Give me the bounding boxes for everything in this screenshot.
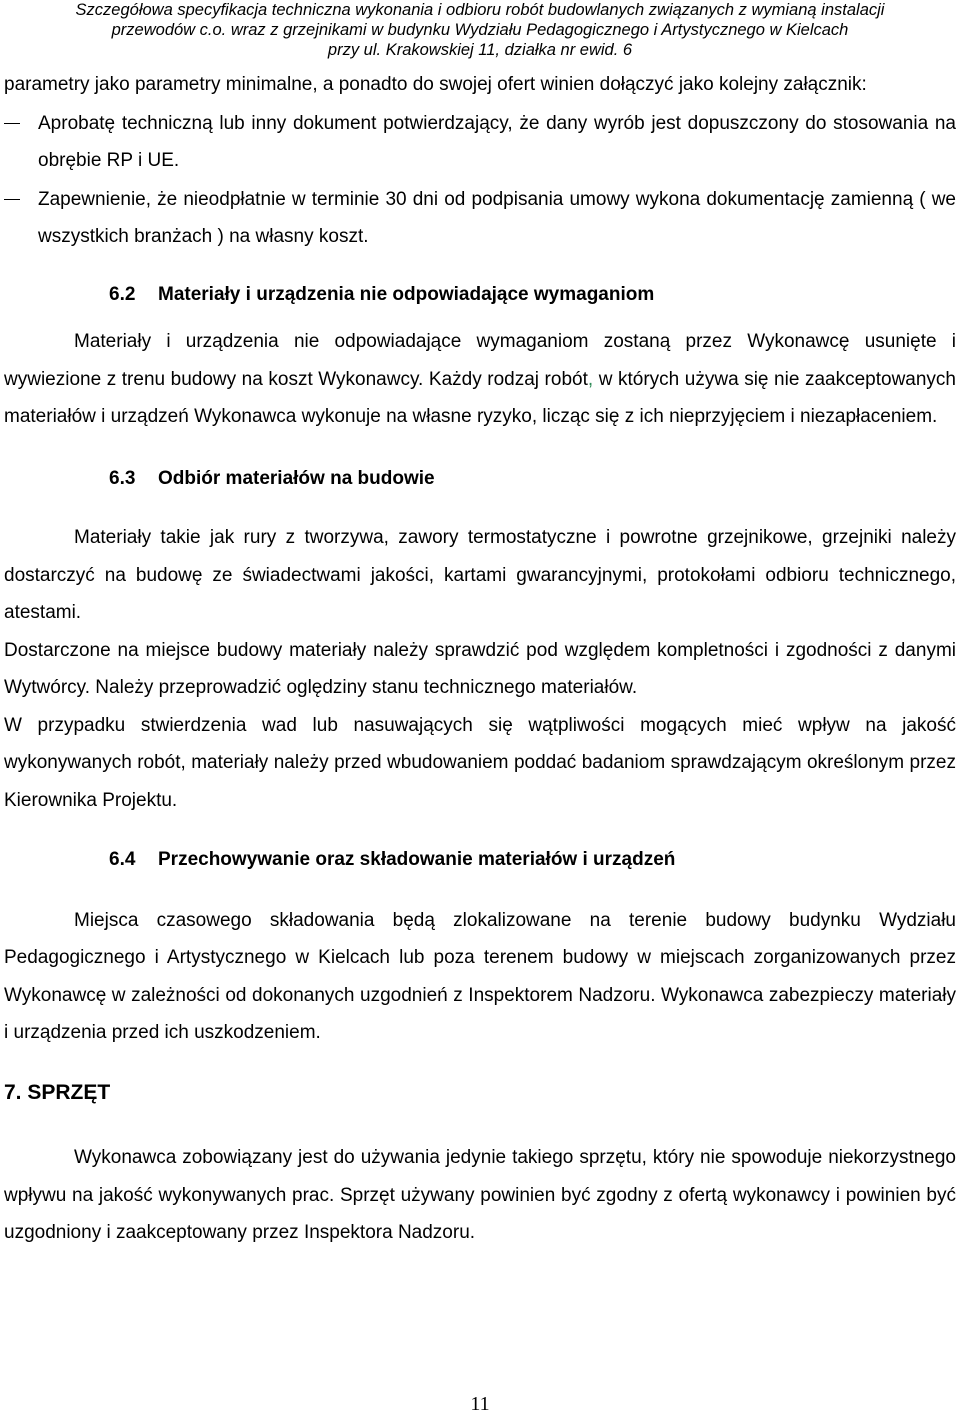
section-heading-6-3 [4, 460, 956, 498]
paragraph-text: Materiały i urządzenia nie odpowiadające wymaganiom zostaną przez Wykonawcę usunięte i wywiezione z trenu budowy na koszt Wykonawcy. Każdy rodzaj robót [4, 331, 956, 390]
paragraph: Wykonawca zobowiązany jest do używania jedynie takiego sprzętu, który nie spowoduje niekorzystnego wpływu na jakość wykonywanych prac. Sprzęt używany powinien być zgodny z ofertą wykonawcy i powinien być uzgodniony i zaakceptowany przez Inspektora Nadzoru. [4, 1147, 956, 1243]
paragraph: Miejsca czasowego składowania będą zlokalizowane na terenie budowy budynku Wydziału Pedagogicznego i Artystycznego w Kielcach lub poza terenem budowy w miejscach zorganizowanych przez Wykonawcę w zależności od dokonanych uzgodnień z Inspektorem Nadzoru. Wykonawca zabezpieczy materiały i urządzenia przed ich uszkodzeniem. [4, 909, 956, 1043]
section-number: 6.3 [109, 467, 136, 489]
paragraph: Materiały takie jak rury z tworzywa, zawory termostatyczne i powrotne grzejnikowe, grzejniki należy dostarczyć na budowę ze świadectwami jakości, kartami gwarancyjnymi, protokołami odbioru technicznego, atestami. [4, 527, 956, 623]
dash-bullet-icon [4, 123, 20, 124]
section-number: 6.4 [109, 849, 136, 870]
highlighted-comma: , [587, 368, 594, 390]
header-line-2: przewodów c.o. wraz z grzejnikami w budynku Wydziału Pedagogicznego i Artystycznego w Kielcach [111, 21, 849, 39]
chapter-heading-7: 7. SPRZĘT [4, 1080, 111, 1104]
header-line-3: przy ul. Krakowskiej 11, działka nr ewid. 6 [327, 41, 633, 59]
section-title: Przechowywanie oraz składowanie materiałów i urządzeń [158, 849, 676, 870]
document-body [4, 66, 956, 1252]
page-header [0, 0, 960, 60]
page-number: 11 [470, 1393, 490, 1415]
section-title: Materiały i urządzenia nie odpowiadające wymaganiom [158, 283, 655, 305]
paragraph [4, 323, 956, 436]
intro-paragraph: parametry jako parametry minimalne, a ponadto do swojej ofert winien dołączyć jako kolejny załącznik: [4, 74, 867, 95]
paragraph: Dostarczone na miejsce budowy materiały należy sprawdzić pod względem kompletności i zgodności z danymi Wytwórcy. Należy przeprowadzić oględziny stanu technicznego materiałów. [4, 639, 956, 698]
bullet-item [4, 105, 956, 180]
dash-bullet-icon [4, 199, 20, 200]
paragraph: W przypadku stwierdzenia wad lub nasuwających się wątpliwości mogących mieć wpływ na jakość wykonywanych robót, materiały należy przed wbudowaniem poddać badaniom sprawdzającym określonym przez Kierownika Projektu. [4, 714, 956, 811]
bullet-text: Aprobatę techniczną lub inny dokument potwierdzający, że dany wyrób jest dopuszczony do stosowania na obrębie RP i UE. [38, 112, 956, 171]
section-number: 6.2 [109, 283, 136, 305]
bullet-text: Zapewnienie, że nieodpłatnie w terminie 30 dni od podpisania umowy wykona dokumentację zamienną ( we wszystkich branżach ) na własny koszt. [38, 188, 956, 247]
section-title: Odbiór materiałów na budowie [158, 467, 435, 489]
section-heading-6-2 [4, 276, 956, 314]
bullet-item [4, 181, 956, 256]
paragraph-text: w których używa się nie zaakceptowanych materiałów i urządzeń Wykonawca wykonuje na własne ryzyko, licząc się z ich nieprzyjęciem i niezapłaceniem. [4, 368, 956, 427]
header-line-1: Szczegółowa specyfikacja techniczna wykonania i odbioru robót budowlanych związanych z wymianą instalacji [75, 1, 885, 19]
section-heading-6-4 [4, 841, 956, 879]
